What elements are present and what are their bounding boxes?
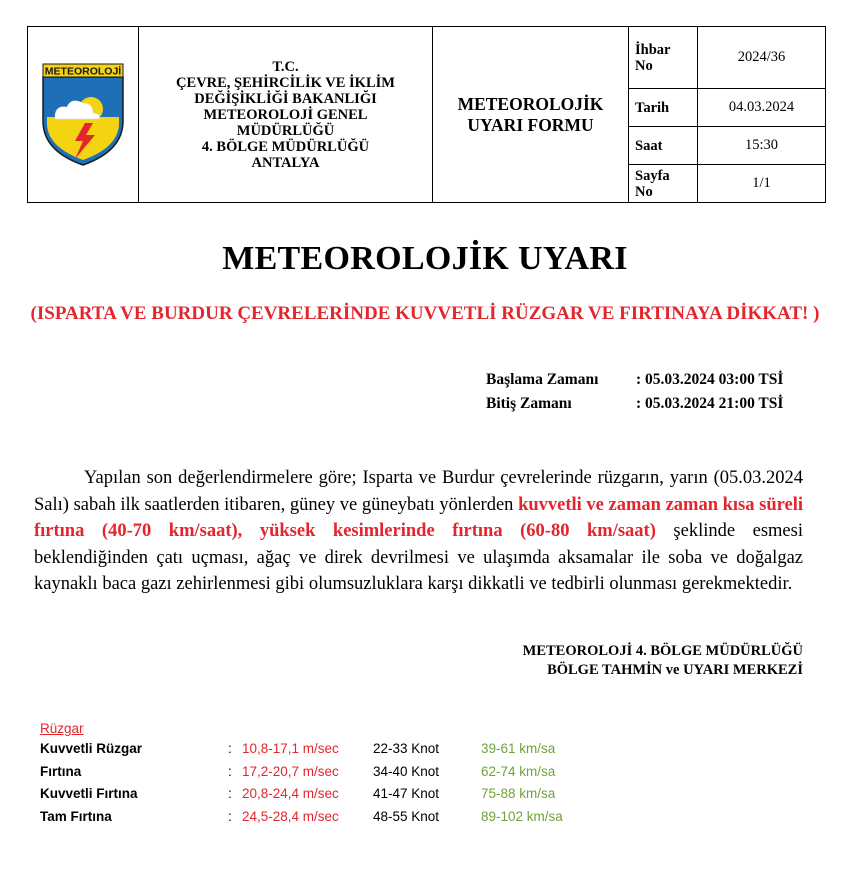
sayfa-no-value: 1/1 <box>698 165 826 203</box>
form-title-line: METEOROLOJİK <box>457 93 604 114</box>
tarih-value: 04.03.2024 <box>698 89 826 127</box>
organization-block <box>139 27 433 203</box>
wind-ms: 20,8-24,4 m/sec <box>242 786 339 801</box>
body-text-part1: Yapılan son değerlendirmelere göre; Isparta ve Burdur çevrelerinde rüzgarın, yarın (05.03.2024 Salı) sabah ilk saatlerden itibaren, güney ve güneybatı yönlerden <box>34 468 803 515</box>
wind-ms: 17,2-20,7 m/sec <box>242 763 339 779</box>
org-line: ANTALYA <box>251 154 320 171</box>
signature-line: BÖLGE TAHMİN ve UYARI MERKEZİ <box>547 662 803 678</box>
tarih-label <box>629 89 698 127</box>
ihbar-no-label <box>629 27 698 89</box>
header-table <box>27 26 826 203</box>
ihbar-no-value: 2024/36 <box>698 27 826 89</box>
wind-colon: : <box>228 763 232 779</box>
end-time-label: Bitiş Zamanı <box>486 395 572 412</box>
form-title <box>433 27 629 203</box>
wind-row <box>40 808 563 832</box>
end-time-value: : 05.03.2024 21:00 TSİ <box>636 395 784 412</box>
wind-kmh: 89-102 km/sa <box>481 808 563 824</box>
org-line: DEĞİŞİKLİĞİ BAKANLIĞI <box>194 90 377 107</box>
wind-knot: 48-55 Knot <box>373 808 440 824</box>
start-time-label: Başlama Zamanı <box>486 371 599 388</box>
wind-row <box>40 786 556 809</box>
wind-colon: : <box>228 808 232 824</box>
wind-scale-table <box>40 721 563 831</box>
warning-body <box>34 465 803 598</box>
label-line: Tarih <box>635 99 670 116</box>
logo-cell <box>28 27 139 203</box>
validity-times <box>486 371 783 419</box>
label-line: İhbar <box>635 41 671 58</box>
start-time-row <box>486 371 783 395</box>
meteoroloji-logo <box>41 63 125 167</box>
logo-text: METEOROLOJİ <box>44 65 122 77</box>
wind-kmh: 39-61 km/sa <box>481 741 556 756</box>
wind-category: Kuvvetli Fırtına <box>40 786 138 801</box>
start-time-value: : 05.03.2024 03:00 TSİ <box>636 371 784 388</box>
wind-row <box>40 763 556 787</box>
sayfa-no-label <box>629 165 698 203</box>
wind-knot: 34-40 Knot <box>373 763 440 779</box>
wind-colon: : <box>228 741 232 756</box>
document-title: METEOROLOJİK UYARI <box>222 240 628 277</box>
label-line: Sayfa <box>635 167 670 184</box>
body-text-part2: şeklinde esmesi beklendiğinden çatı uçması, ağaç ve direk devrilmesi ve ulaşımda aksamalar ile soba ve doğalgaz kaynaklı baca gazı zehirlenmesi gibi olumsuzluklara karşı dikkatli ve tedbirli olunması gerekmektedir. <box>34 521 803 594</box>
wind-ms: 24,5-28,4 m/sec <box>242 808 339 824</box>
signature-block <box>523 642 803 680</box>
wind-knot: 22-33 Knot <box>373 741 440 756</box>
warning-subtitle: (ISPARTA VE BURDUR ÇEVRELERİNDE KUVVETLİ RÜZGAR VE FIRTINAYA DİKKAT! ) <box>30 303 820 324</box>
end-time-row <box>486 395 783 419</box>
org-line: ÇEVRE, ŞEHİRCİLİK VE İKLİM <box>176 74 395 91</box>
wind-kmh: 62-74 km/sa <box>481 763 556 779</box>
wind-row <box>40 741 556 764</box>
saat-value: 15:30 <box>698 127 826 165</box>
saat-label <box>629 127 698 165</box>
org-line: METEOROLOJİ GENEL <box>203 106 368 123</box>
wind-category: Tam Fırtına <box>40 808 112 824</box>
org-line: 4. BÖLGE MÜDÜRLÜĞÜ <box>201 138 370 155</box>
wind-category: Kuvvetli Rüzgar <box>40 741 143 756</box>
label-line: No <box>635 57 653 74</box>
org-line: MÜDÜRLÜĞÜ <box>236 122 335 139</box>
wind-category: Fırtına <box>40 763 82 779</box>
wind-colon: : <box>228 786 232 801</box>
org-line: T.C. <box>272 58 299 75</box>
label-line: Saat <box>635 137 663 154</box>
body-highlight: kuvvetli ve zaman zaman kısa süreli fırtına (40-70 km/saat), yüksek kesimlerinde fırtına (60-80 km/saat) <box>34 494 804 541</box>
signature-line: METEOROLOJİ 4. BÖLGE MÜDÜRLÜĞÜ <box>522 643 803 659</box>
wind-scale-header: Rüzgar <box>40 721 84 736</box>
form-title-line: UYARI FORMU <box>467 114 594 135</box>
label-line: No <box>635 183 653 200</box>
wind-kmh: 75-88 km/sa <box>481 786 556 801</box>
wind-ms: 10,8-17,1 m/sec <box>242 741 339 756</box>
wind-knot: 41-47 Knot <box>373 786 440 801</box>
